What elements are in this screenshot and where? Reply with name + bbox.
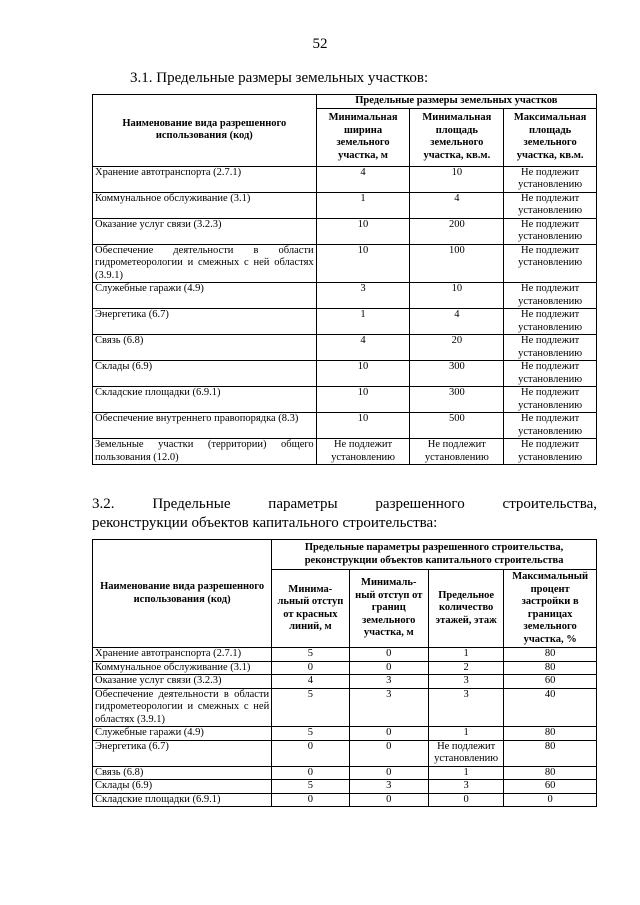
cell-min-area: 200: [410, 218, 504, 244]
cell-name: Обеспечение деятельности в области гидрометеорологии и смежных с ней областях (3.9.1): [93, 688, 272, 727]
section-heading-3-2-line2: реконструкции объектов капитального строительства:: [92, 515, 438, 531]
cell-name: Оказание услуг связи (3.2.3): [93, 675, 272, 689]
cell-floors: 1: [428, 727, 503, 741]
cell-build-percent: 60: [504, 780, 597, 794]
heading-word: 3.2.: [92, 496, 115, 512]
cell-border-offset: 0: [349, 661, 428, 675]
cell-floors: 3: [428, 780, 503, 794]
cell-min-width: 1: [316, 192, 410, 218]
cell-min-width: 10: [316, 413, 410, 439]
table-row: [93, 283, 597, 309]
cell-min-width: Не подлежит установлению: [316, 439, 410, 465]
heading-word: Предельные: [152, 496, 231, 512]
table-row: [93, 688, 597, 727]
cell-build-percent: 80: [504, 727, 597, 741]
table-row: [93, 192, 597, 218]
cell-max-area: Не подлежит установлению: [504, 283, 597, 309]
col-header-min-width: Минимальная ширина земельного участка, м: [316, 108, 410, 166]
section-heading-3-1: 3.1. Предельные размеры земельных участков:: [130, 70, 429, 86]
table-row: [93, 780, 597, 794]
cell-min-area: 4: [410, 309, 504, 335]
table-row: [93, 335, 597, 361]
cell-red-line-offset: 0: [272, 661, 349, 675]
cell-red-line-offset: 0: [272, 740, 349, 766]
table-row: [93, 309, 597, 335]
col-header-red-line-offset: Минима-льный отступ от красных линий, м: [272, 570, 349, 648]
group-header: Предельные размеры земельных участков: [316, 95, 596, 109]
cell-min-area: 10: [410, 283, 504, 309]
page-number: 52: [312, 36, 328, 52]
cell-floors: 3: [428, 675, 503, 689]
cell-name: Коммунальное обслуживание (3.1): [93, 661, 272, 675]
cell-floors: 3: [428, 688, 503, 727]
cell-floors: 0: [428, 793, 503, 807]
group-header: Предельные параметры разрешенного строительства, реконструкции объектов капитального строительства: [272, 540, 597, 570]
cell-max-area: Не подлежит установлению: [504, 166, 597, 192]
cell-name: Коммунальное обслуживание (3.1): [93, 192, 317, 218]
cell-min-width: 1: [316, 309, 410, 335]
cell-red-line-offset: 5: [272, 648, 349, 662]
cell-border-offset: 3: [349, 780, 428, 794]
cell-name: Энергетика (6.7): [93, 740, 272, 766]
table-row: [93, 439, 597, 465]
cell-red-line-offset: 0: [272, 766, 349, 780]
cell-name: Земельные участки (территории) общего пользования (12.0): [93, 439, 317, 465]
cell-max-area: Не подлежит установлению: [504, 439, 597, 465]
cell-floors: 2: [428, 661, 503, 675]
cell-max-area: Не подлежит установлению: [504, 244, 597, 283]
cell-border-offset: 0: [349, 766, 428, 780]
cell-name: Обеспечение деятельности в области гидрометеорологии и смежных с ней областях (3.9.1): [93, 244, 317, 283]
cell-red-line-offset: 5: [272, 688, 349, 727]
cell-name: Служебные гаражи (4.9): [93, 727, 272, 741]
cell-build-percent: 60: [504, 675, 597, 689]
col-header-border-offset: Минималь-ный отступ от границ земельного участка, м: [349, 570, 428, 648]
cell-max-area: Не подлежит установлению: [504, 335, 597, 361]
cell-border-offset: 0: [349, 648, 428, 662]
cell-name: Складские площадки (6.9.1): [93, 793, 272, 807]
cell-border-offset: 0: [349, 727, 428, 741]
cell-max-area: Не подлежит установлению: [504, 218, 597, 244]
cell-name: Хранение автотранспорта (2.7.1): [93, 166, 317, 192]
cell-name: Связь (6.8): [93, 335, 317, 361]
table-row: [93, 675, 597, 689]
heading-word: разрешенного: [375, 496, 465, 512]
cell-name: Оказание услуг связи (3.2.3): [93, 218, 317, 244]
cell-floors: 1: [428, 766, 503, 780]
cell-min-area: 500: [410, 413, 504, 439]
cell-max-area: Не подлежит установлению: [504, 361, 597, 387]
table-row: [93, 244, 597, 283]
cell-min-area: 20: [410, 335, 504, 361]
cell-name: Обеспечение внутреннего правопорядка (8.3): [93, 413, 317, 439]
cell-name: Хранение автотранспорта (2.7.1): [93, 648, 272, 662]
table-row: [93, 793, 597, 807]
table-row: [93, 727, 597, 741]
table-row: [93, 387, 597, 413]
cell-red-line-offset: 4: [272, 675, 349, 689]
cell-red-line-offset: 5: [272, 727, 349, 741]
cell-build-percent: 80: [504, 740, 597, 766]
cell-min-width: 3: [316, 283, 410, 309]
col-header-build-percent: Максимальный процент застройки в границах земельного участка, %: [504, 570, 597, 648]
cell-min-width: 10: [316, 218, 410, 244]
heading-word: строительства,: [502, 496, 597, 512]
cell-floors: Не подлежит установлению: [428, 740, 503, 766]
building-parameters-table: [92, 539, 597, 807]
cell-min-width: 10: [316, 361, 410, 387]
cell-build-percent: 0: [504, 793, 597, 807]
table-row: [93, 218, 597, 244]
cell-border-offset: 0: [349, 793, 428, 807]
cell-min-width: 4: [316, 335, 410, 361]
cell-build-percent: 80: [504, 661, 597, 675]
cell-build-percent: 80: [504, 648, 597, 662]
cell-min-area: Не подлежит установлению: [410, 439, 504, 465]
cell-min-width: 10: [316, 244, 410, 283]
cell-name: Склады (6.9): [93, 780, 272, 794]
cell-border-offset: 3: [349, 675, 428, 689]
col-header-name: Наименование вида разрешенного использования (код): [93, 540, 272, 648]
cell-min-width: 10: [316, 387, 410, 413]
cell-min-area: 100: [410, 244, 504, 283]
table-row: [93, 661, 597, 675]
col-header-min-area: Минимальная площадь земельного участка, кв.м.: [410, 108, 504, 166]
cell-red-line-offset: 5: [272, 780, 349, 794]
col-header-max-area: Максимальная площадь земельного участка, кв.м.: [504, 108, 597, 166]
cell-min-area: 4: [410, 192, 504, 218]
table-row: [93, 648, 597, 662]
table-row: [93, 413, 597, 439]
heading-word: параметры: [268, 496, 338, 512]
cell-build-percent: 80: [504, 766, 597, 780]
cell-max-area: Не подлежит установлению: [504, 192, 597, 218]
cell-border-offset: 3: [349, 688, 428, 727]
cell-name: Склады (6.9): [93, 361, 317, 387]
cell-name: Складские площадки (6.9.1): [93, 387, 317, 413]
col-header-name: Наименование вида разрешенного использования (код): [93, 95, 317, 167]
table-row: [93, 766, 597, 780]
cell-name: Энергетика (6.7): [93, 309, 317, 335]
cell-max-area: Не подлежит установлению: [504, 387, 597, 413]
cell-border-offset: 0: [349, 740, 428, 766]
cell-max-area: Не подлежит установлению: [504, 309, 597, 335]
cell-name: Служебные гаражи (4.9): [93, 283, 317, 309]
cell-name: Связь (6.8): [93, 766, 272, 780]
cell-min-area: 300: [410, 361, 504, 387]
table-row: [93, 740, 597, 766]
cell-red-line-offset: 0: [272, 793, 349, 807]
cell-min-area: 10: [410, 166, 504, 192]
cell-min-width: 4: [316, 166, 410, 192]
cell-build-percent: 40: [504, 688, 597, 727]
cell-max-area: Не подлежит установлению: [504, 413, 597, 439]
cell-floors: 1: [428, 648, 503, 662]
land-plot-sizes-table: [92, 94, 597, 465]
table-row: [93, 166, 597, 192]
section-heading-3-2: [92, 496, 597, 513]
table-row: [93, 361, 597, 387]
col-header-floors: Предельное количество этажей, этаж: [428, 570, 503, 648]
cell-min-area: 300: [410, 387, 504, 413]
